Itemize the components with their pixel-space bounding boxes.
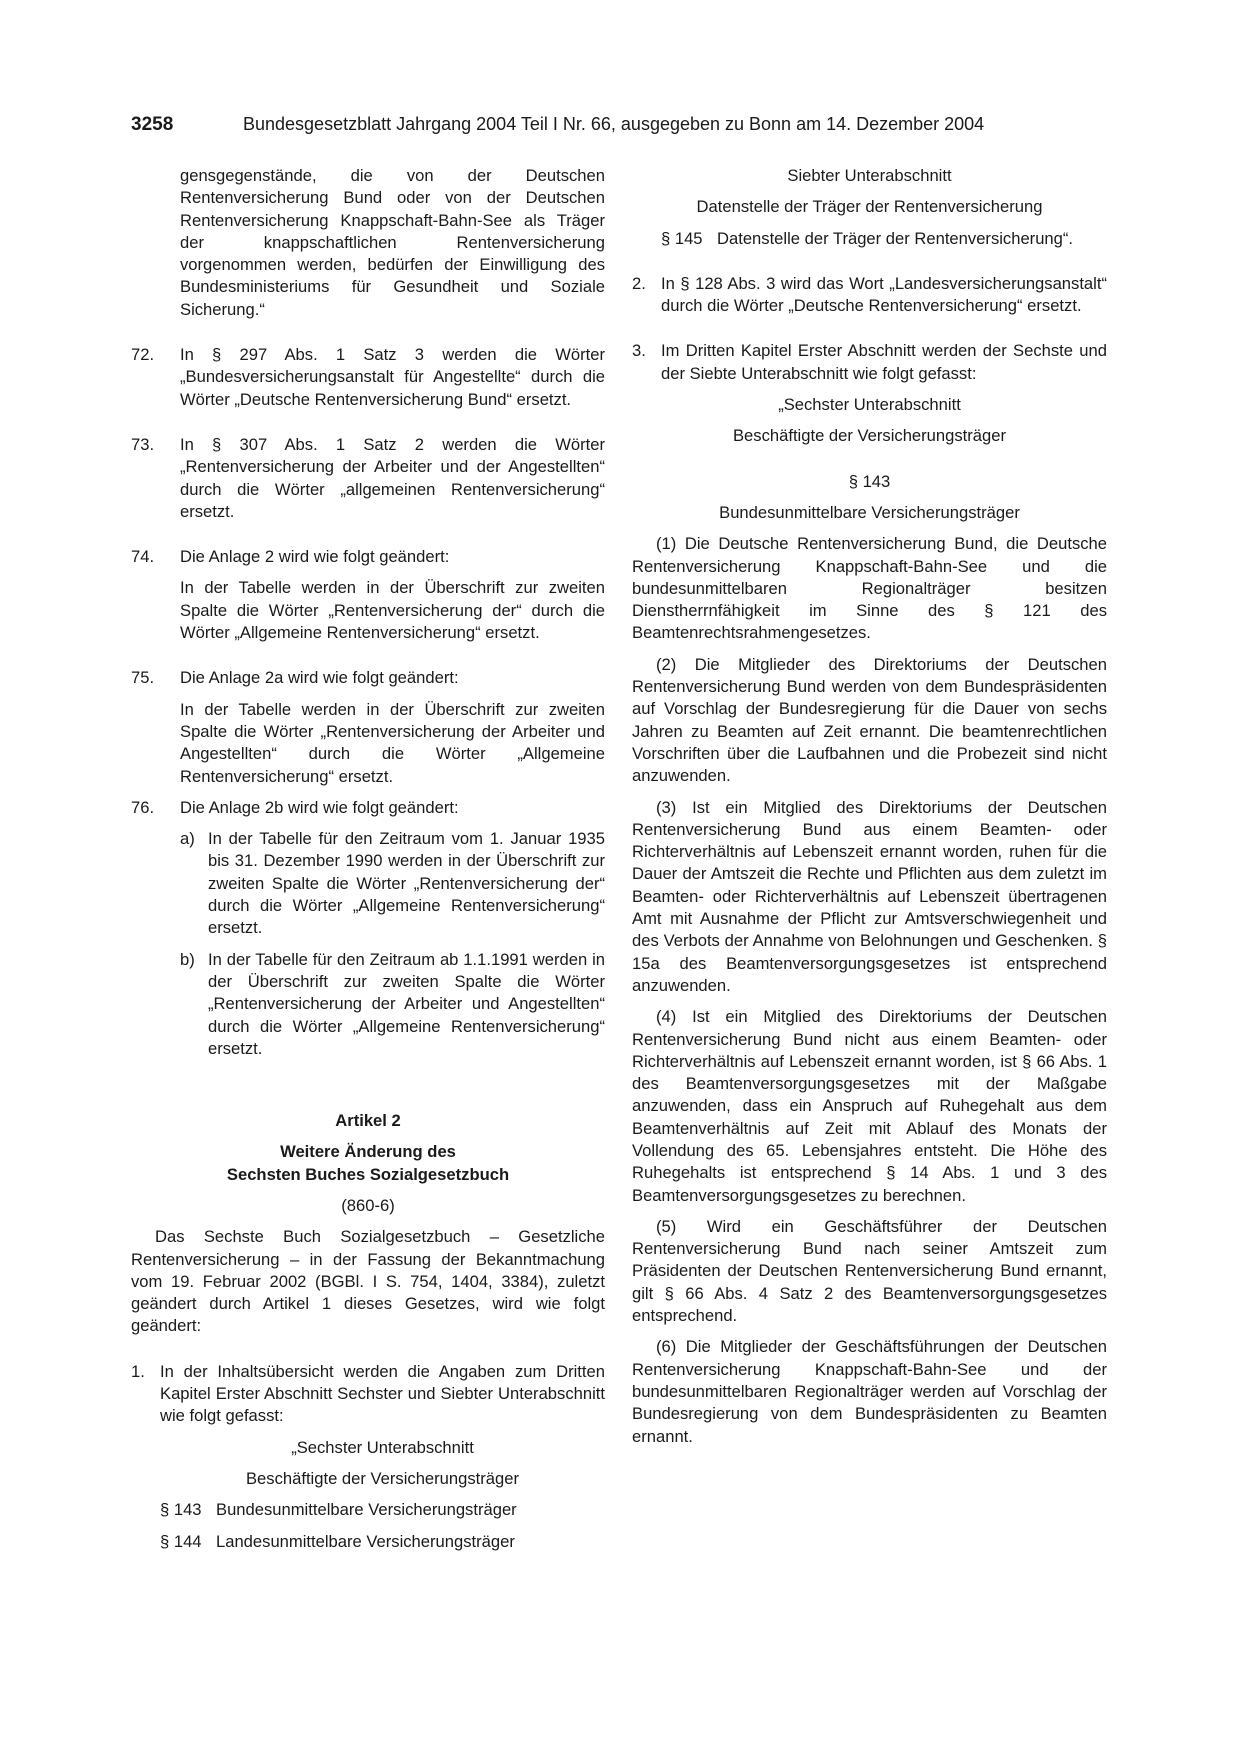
toc-entry-145 bbox=[661, 228, 1107, 250]
heading-siebter-unterabschnitt: Siebter Unterabschnitt bbox=[787, 166, 952, 185]
amendment-item-74 bbox=[131, 546, 605, 644]
absatz-4: (4) Ist ein Mitglied des Direktoriums der Deutschen Rentenversicherung Bund nicht aus einem Beamten- oder Richterverhältnis auf Lebenszeit ernannt worden, ist § 66 Abs. 1 des Beamtenversorgungsgesetzes mit der Maßgabe anzuwenden, dass ein Anspruch auf Ruhegehalt aus dem Beamtenverhältnis auf Zeit mit Ablauf des Monats der Vollendung des 65. Lebensjahres entsteht. Die Höhe des Ruhegehalts ist entsprechend § 14 Abs. 1 und 3 des Beamtenversorgungsgesetzes zu berechnen. bbox=[632, 1007, 1107, 1205]
absatz-1: (1) Die Deutsche Rentenversicherung Bund, die Deutsche Rentenversicherung Knappschaft-Bahn-See und die bundesunmittelbaren Regionalträger besitzen Dienstherrnfähigkeit im Sinne des § 121 des Beamtenrechtsrahmengesetzes. bbox=[632, 534, 1107, 643]
toc-section-number: § 144 bbox=[160, 1531, 202, 1551]
absatz-2: (2) Die Mitglieder des Direktoriums der Deutschen Rentenversicherung Bund werden von dem Bundespräsidenten auf Vorschlag der Bundesregierung für die Dauer von sechs Jahren zu Beamten auf Zeit ernannt. Die beamtenrechtlichen Vorschriften über die Laufbahnen und die Probezeit sind nicht anzuwenden. bbox=[632, 654, 1107, 786]
toc-section-title: Datenstelle der Träger der Rentenversicherung“. bbox=[717, 228, 1074, 248]
item-number: 75. bbox=[131, 668, 155, 688]
subitem-letter: b) bbox=[180, 949, 195, 969]
toc-entry-144 bbox=[160, 1531, 605, 1553]
amendment-item-76 bbox=[131, 797, 605, 1060]
article-subtitle-line1: Weitere Änderung des bbox=[280, 1142, 456, 1162]
subitem-letter: a) bbox=[180, 829, 195, 849]
continuation-text: gensgegenstände, die von der Deutschen Rentenversicherung Bund oder von der Deutschen Rentenversicherung Knappschaft-Bahn-See als Träger der knappschaftlichen Rentenversicherung vorgenommen werden, bedürfen der Einwilligung des Bundesministeriums für Gesundheit und Soziale Sicherung.“ bbox=[180, 166, 605, 319]
item-text: In § 307 Abs. 1 Satz 2 werden die Wörter „Rentenversicherung der Arbeiter und der Angestellten“ durch die Wörter „allgemeinen Rentenversicherung“ ersetzt. bbox=[180, 434, 605, 521]
item-text: Im Dritten Kapitel Erster Abschnitt werden der Sechste und der Siebte Unterabschnitt wie folgt gefasst: bbox=[661, 341, 1107, 383]
item-detail: In der Tabelle werden in der Überschrift zur zweiten Spalte die Wörter „Rentenversicherung der Arbeiter und Angestellten“ durch die Wörter „Allgemeine Rentenversicherung“ ersetzt. bbox=[180, 699, 605, 786]
item-number: 76. bbox=[131, 797, 155, 817]
absatz-6: (6) Die Mitglieder der Geschäftsführungen der Deutschen Rentenversicherung Knappschaft-Bahn-See und der bundesunmittelbaren Regionalträger werden auf Vorschlag der Bundesregierung von dem Bundespräsidenten zu Beamten ernannt. bbox=[632, 1337, 1107, 1446]
article-code: (860-6) bbox=[341, 1195, 395, 1215]
page-number: 3258 bbox=[131, 114, 174, 135]
header-title: Bundesgesetzblatt Jahrgang 2004 Teil I Nr. 66, ausgegeben zu Bonn am 14. Dezember 2004 bbox=[243, 114, 985, 134]
article-intro: Das Sechste Buch Sozialgesetzbuch – Gesetzliche Rentenversicherung – in der Fassung der Bekanntmachung vom 19. Februar 2002 (BGBl. I S. 754, 1404, 3384), zuletzt geändert durch Artikel 1 dieses Gesetzes, wird wie folgt geändert: bbox=[131, 1227, 605, 1336]
item-detail: In der Tabelle werden in der Überschrift zur zweiten Spalte die Wörter „Rentenversicherung der“ durch die Wörter „Allgemeine Rentenversicherung“ ersetzt. bbox=[180, 578, 605, 643]
article-subtitle-line2: Sechsten Buches Sozialgesetzbuch bbox=[226, 1164, 510, 1184]
toc-section-title: Bundesunmittelbare Versicherungsträger bbox=[216, 1500, 517, 1520]
subitem-a bbox=[180, 828, 605, 939]
absatz-3: (3) Ist ein Mitglied des Direktoriums der Deutschen Rentenversicherung Bund aus einem Beamten- oder Richterverhältnis auf Lebenszeit ernannt worden, ruhen für die Dauer der Amtszeit die Rechte und Pflichten aus dem zuletzt im Beamten- oder Richterverhältnis auf Lebenszeit übertragenen Amt mit Ausnahme der Pflicht zur Amtsverschwiegenheit und des Verbots der Annahme von Belohnungen und Geschenken. § 15a des Beamtenversorgungsgesetzes ist entsprechend anzuwenden. bbox=[632, 797, 1107, 995]
item-number: 73. bbox=[131, 434, 155, 454]
amendment-item-75 bbox=[131, 667, 605, 787]
article-title: Artikel 2 bbox=[335, 1111, 401, 1131]
page-header bbox=[131, 112, 1011, 137]
item-number: 3. bbox=[632, 341, 646, 361]
item-text: Die Anlage 2b wird wie folgt geändert: bbox=[180, 797, 459, 817]
right-column bbox=[632, 165, 1107, 1448]
left-column bbox=[131, 165, 605, 1553]
item-text: In § 297 Abs. 1 Satz 3 werden die Wörter „Bundesversicherungsanstalt für Angestellte“ durch die Wörter „Deutsche Rentenversicherung Bund“ ersetzt. bbox=[180, 345, 605, 409]
article-block bbox=[131, 1110, 605, 1338]
item-number: 1. bbox=[131, 1361, 145, 1381]
item-text: In der Inhaltsübersicht werden die Angaben zum Dritten Kapitel Erster Abschnitt Sechster und Siebter Unterabschnitt wie folgt gefasst: bbox=[160, 1361, 605, 1426]
subitem-text: In der Tabelle für den Zeitraum ab 1.1.1991 werden in der Überschrift zur zweiten Spalte die Wörter „Rentenversicherung der Arbeiter und Angestellten“ durch die Wörter „Allgemeine Rentenversicherung“ ersetzt. bbox=[208, 949, 605, 1058]
item-number: 72. bbox=[131, 345, 155, 365]
toc-heading-sechster: „Sechster Unterabschnitt bbox=[291, 1437, 474, 1457]
toc-entry-143 bbox=[160, 1499, 605, 1521]
toc-section-title: Landesunmittelbare Versicherungsträger bbox=[216, 1531, 515, 1551]
toc-section-number: § 143 bbox=[160, 1500, 202, 1520]
item-text: In § 128 Abs. 3 wird das Wort „Landesversicherungsanstalt“ durch die Wörter „Deutsche Rentenversicherung“ ersetzt. bbox=[661, 273, 1107, 316]
toc-heading-beschaeftigte: Beschäftigte der Versicherungsträger bbox=[245, 1468, 520, 1488]
absatz-5: (5) Wird ein Geschäftsführer der Deutschen Rentenversicherung Bund nach seiner Amtszeit zum Präsidenten der Deutschen Rentenversicherung Bund ernannt, gilt § 66 Abs. 4 Satz 2 des Beamtenversorgungsgesetzes entsprechend. bbox=[632, 1216, 1107, 1326]
amendment-item-73 bbox=[131, 434, 605, 523]
item-number: 74. bbox=[131, 547, 155, 567]
paragraph-subtitle: Bundesunmittelbare Versicherungsträger bbox=[719, 502, 1020, 522]
amendment-item-2 bbox=[632, 273, 1107, 318]
amendment-item-3 bbox=[632, 340, 1107, 385]
heading-beschaeftigte: Beschäftigte der Versicherungsträger bbox=[732, 426, 1007, 446]
subitem-b bbox=[180, 949, 605, 1060]
toc-section-number: § 145 bbox=[661, 228, 703, 248]
item-number: 2. bbox=[632, 273, 646, 293]
item-text: Die Anlage 2a wird wie folgt geändert: bbox=[180, 668, 459, 688]
amendment-item-72 bbox=[131, 344, 605, 411]
amendment-item-1 bbox=[131, 1361, 605, 1553]
item-text: Die Anlage 2 wird wie folgt geändert: bbox=[180, 547, 450, 567]
paragraph-title: § 143 bbox=[848, 471, 891, 491]
heading-sechster-unterabschnitt: „Sechster Unterabschnitt bbox=[778, 395, 961, 415]
subitem-text: In der Tabelle für den Zeitraum vom 1. Januar 1935 bis 31. Dezember 1990 werden in der Überschrift zur zweiten Spalte die Wörter „Rentenversicherung der“ durch die Wörter „Allgemeine Rentenversicherung“ ersetzt. bbox=[208, 829, 605, 938]
heading-datenstelle: Datenstelle der Träger der Rentenversicherung bbox=[696, 197, 1043, 217]
